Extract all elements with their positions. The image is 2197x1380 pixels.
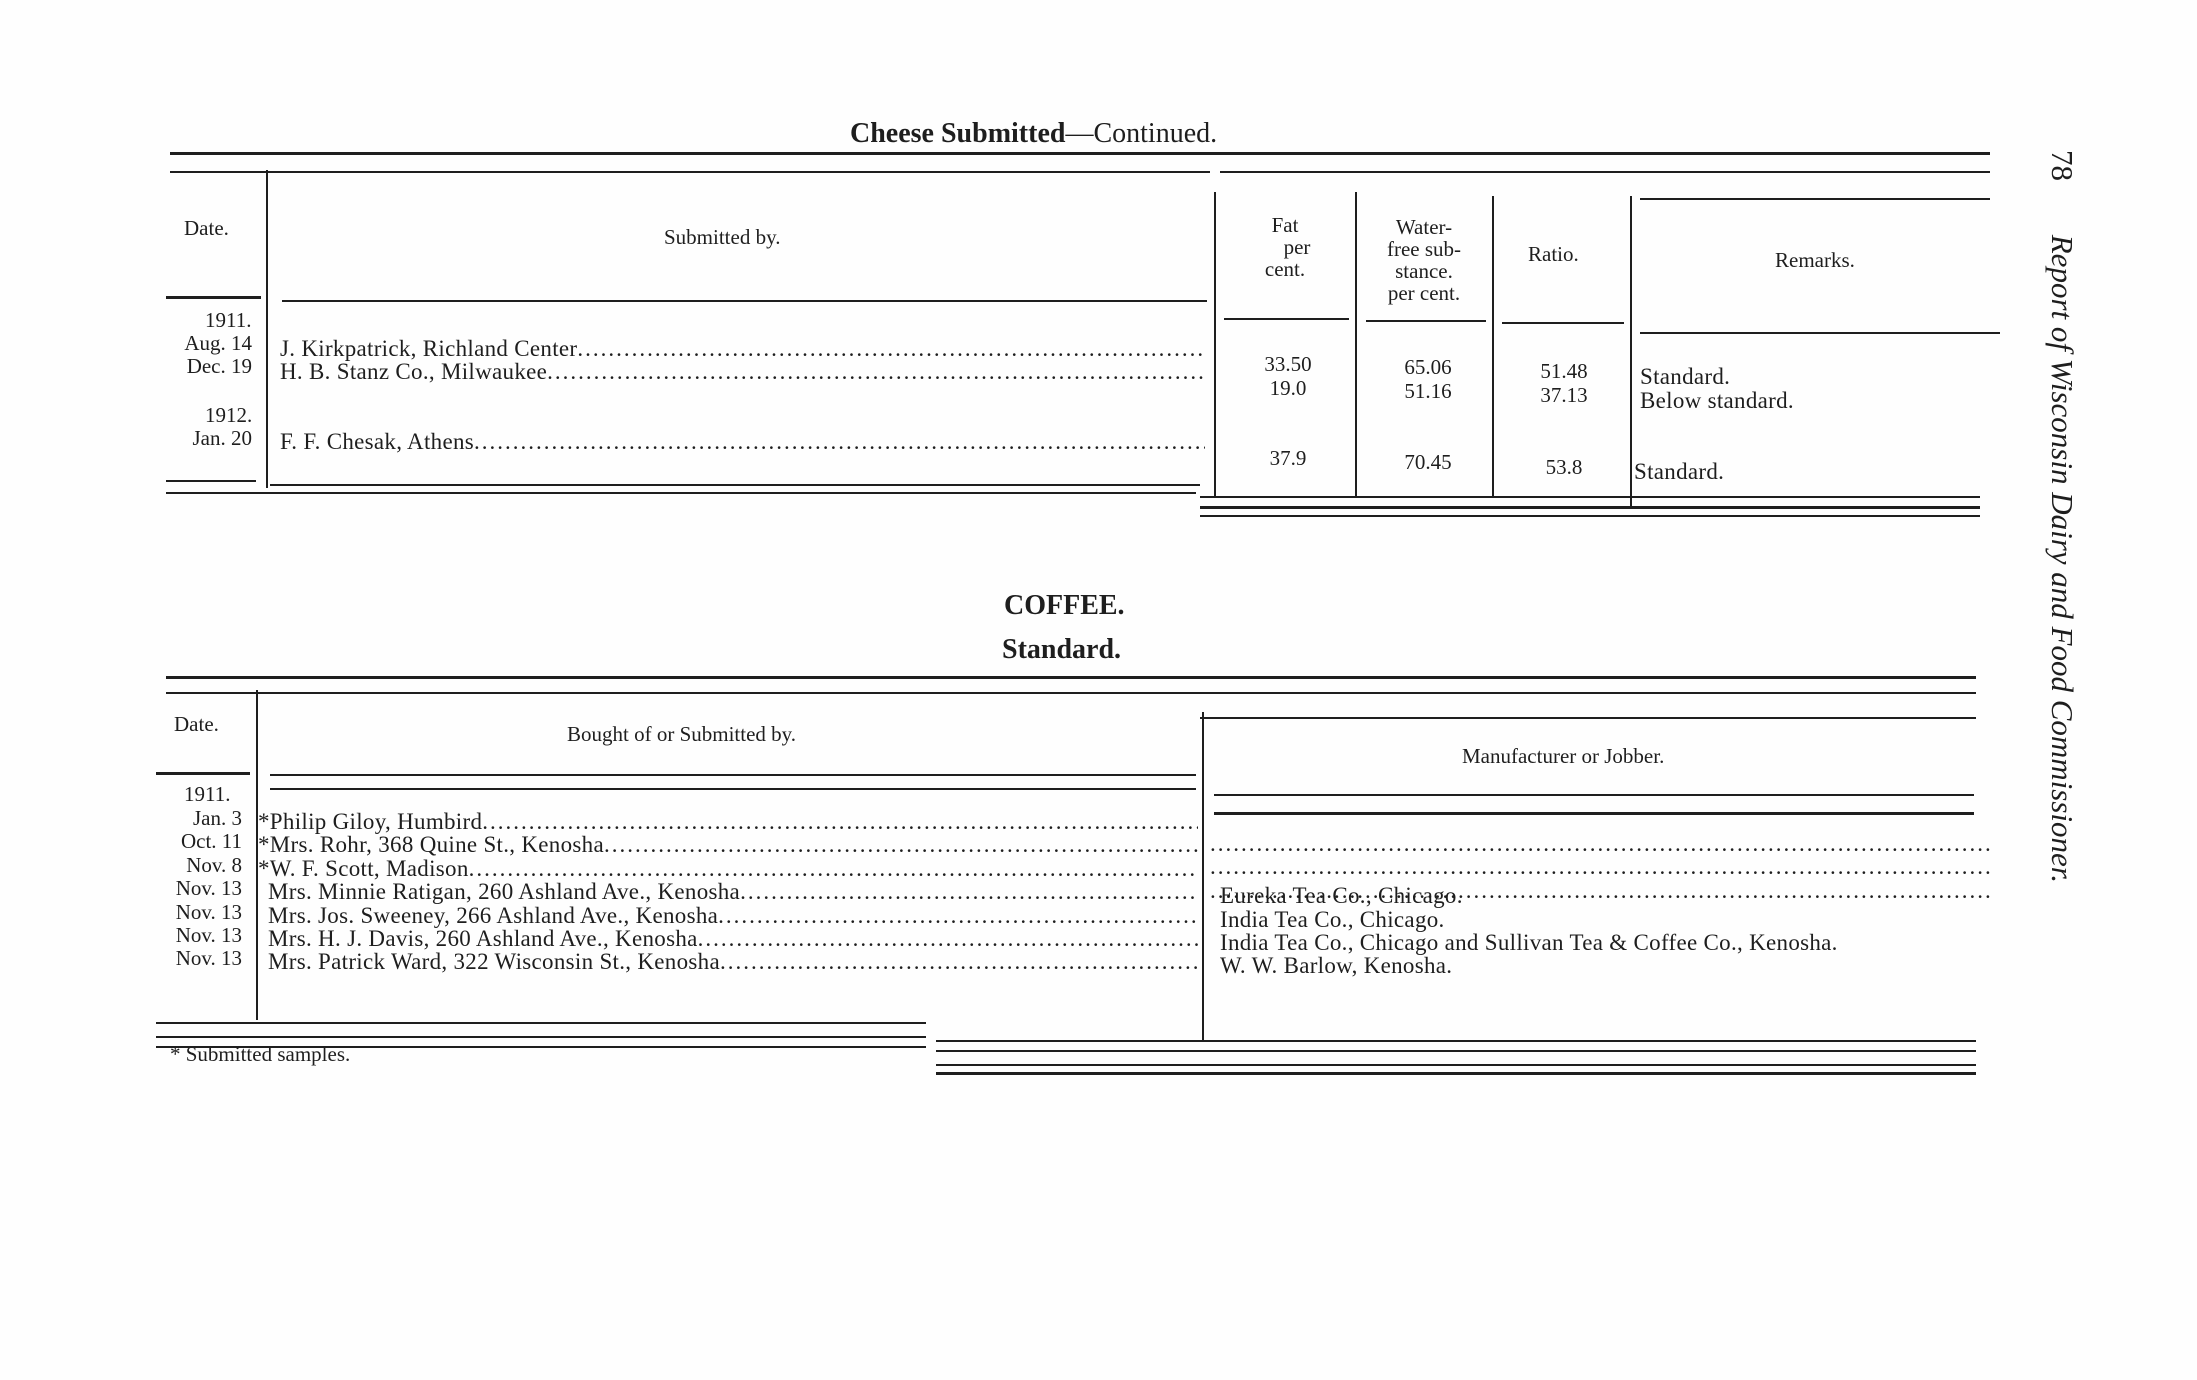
cheese-bottom-rule bbox=[166, 480, 256, 482]
leader-dots bbox=[1210, 832, 1992, 855]
coffee-name-text: Mrs. Jos. Sweeney, 266 Ashland Ave., Kenosha bbox=[268, 903, 719, 928]
leader-dots bbox=[740, 880, 1198, 903]
coffee-row-name bbox=[258, 857, 1198, 880]
cheese-bottom-rule bbox=[1200, 506, 1980, 509]
coffee-date: Nov. 13 bbox=[175, 900, 242, 924]
leader-dots bbox=[720, 950, 1198, 973]
cheese-date: Jan. 20 bbox=[192, 426, 252, 450]
cheese-header-remarks: Remarks. bbox=[1775, 248, 1855, 272]
cheese-water-free-value: 70.45 bbox=[1404, 450, 1452, 474]
coffee-name-text: *Mrs. Rohr, 368 Quine St., Kenosha bbox=[258, 832, 604, 857]
cheese-header-rule bbox=[282, 300, 1207, 302]
running-head-title: Report of Wisconsin Dairy and Food Commissioner. bbox=[2045, 234, 2080, 884]
page-number: 78 bbox=[2045, 150, 2080, 181]
cheese-header-rule bbox=[1366, 320, 1486, 322]
cheese-ratio-value: 53.8 bbox=[1545, 455, 1583, 479]
cheese-header-submitted-by: Submitted by. bbox=[664, 225, 781, 249]
cheese-header-water-free-line: free sub- bbox=[1386, 237, 1462, 261]
coffee-manufacturer: India Tea Co., Chicago and Sullivan Tea & Coffee Co., Kenosha. bbox=[1220, 930, 1838, 955]
coffee-subtitle: Standard. bbox=[1002, 634, 1122, 665]
coffee-header-bought-of: Bought of or Submitted by. bbox=[567, 722, 797, 746]
cheese-water-free-value: 51.16 bbox=[1404, 379, 1452, 403]
cheese-col-divider bbox=[1355, 192, 1357, 498]
coffee-top-rule bbox=[166, 676, 1976, 679]
cheese-header-water-free-line: stance. bbox=[1395, 259, 1453, 283]
coffee-manufacturer: India Tea Co., Chicago. bbox=[1220, 907, 1445, 932]
cheese-table-title bbox=[850, 120, 1217, 148]
coffee-bottom-rule bbox=[156, 1022, 926, 1024]
coffee-top-rule bbox=[1200, 717, 1976, 719]
cheese-fat-value: 19.0 bbox=[1269, 376, 1307, 400]
running-head bbox=[2040, 150, 2080, 1150]
cheese-col-divider bbox=[1630, 196, 1632, 506]
cheese-ratio-value: 51.48 bbox=[1540, 359, 1588, 383]
cheese-header-date: Date. bbox=[184, 216, 229, 240]
cheese-year: 1912. bbox=[205, 403, 253, 427]
coffee-manufacturer: Eureka Tea Co., Chicago. bbox=[1220, 883, 1463, 908]
coffee-manufacturer: W. W. Barlow, Kenosha. bbox=[1220, 953, 1453, 978]
coffee-header-date: Date. bbox=[174, 712, 219, 736]
cheese-col-divider bbox=[266, 170, 268, 488]
leader-dots bbox=[577, 337, 1205, 360]
cheese-row-name bbox=[280, 360, 1205, 383]
cheese-header-water-free bbox=[1362, 216, 1486, 304]
cheese-header-fat-line: Fat bbox=[1271, 213, 1299, 237]
cheese-col-divider bbox=[1214, 192, 1216, 498]
coffee-date: Nov. 13 bbox=[175, 876, 242, 900]
leader-dots bbox=[1210, 855, 1992, 878]
coffee-name-text: *Philip Giloy, Humbird bbox=[258, 809, 483, 834]
coffee-title: COFFEE. bbox=[1004, 590, 1125, 621]
coffee-row-name bbox=[268, 950, 1198, 973]
coffee-top-rule bbox=[166, 692, 1976, 694]
coffee-bottom-rule bbox=[156, 1036, 926, 1038]
cheese-header-water-free-line: per cent. bbox=[1387, 281, 1461, 305]
cheese-name-text: F. F. Chesak, Athens bbox=[280, 429, 474, 454]
coffee-name-text: Mrs. Minnie Ratigan, 260 Ashland Ave., Kenosha bbox=[268, 879, 741, 904]
coffee-date: Nov. 13 bbox=[175, 923, 242, 947]
leader-dots bbox=[474, 430, 1205, 453]
cheese-header-ratio: Ratio. bbox=[1528, 242, 1579, 266]
coffee-row-name bbox=[268, 927, 1198, 950]
leader-dots bbox=[604, 833, 1198, 856]
cheese-bottom-rule bbox=[270, 484, 1200, 486]
cheese-top-rule-2 bbox=[170, 171, 1210, 173]
cheese-header-rule bbox=[1224, 318, 1349, 320]
coffee-row-name bbox=[268, 880, 1198, 903]
coffee-header-rule bbox=[270, 788, 1196, 790]
cheese-col-divider bbox=[1492, 196, 1494, 498]
cheese-bottom-rule bbox=[1200, 515, 1980, 517]
cheese-date: Dec. 19 bbox=[186, 354, 252, 378]
cheese-remarks-value: Below standard. bbox=[1640, 388, 1794, 413]
cheese-header-fat-line: per bbox=[1283, 235, 1311, 259]
cheese-date: Aug. 14 bbox=[184, 331, 252, 355]
cheese-remarks-value: Standard. bbox=[1634, 459, 1725, 484]
footnote: * Submitted samples. bbox=[170, 1042, 351, 1066]
cheese-water-free-value: 65.06 bbox=[1404, 355, 1452, 379]
running-head-rotated bbox=[2044, 150, 2080, 883]
coffee-row-name bbox=[268, 904, 1198, 927]
cheese-row-name bbox=[280, 337, 1205, 360]
cheese-header-water-free-line: Water- bbox=[1395, 215, 1453, 239]
coffee-date: Oct. 11 bbox=[180, 829, 242, 853]
leader-dots bbox=[469, 857, 1198, 880]
cheese-row-name bbox=[280, 430, 1205, 453]
leader-dots bbox=[482, 810, 1198, 833]
cheese-year: 1911. bbox=[205, 308, 252, 332]
coffee-col-divider bbox=[1202, 712, 1204, 1042]
coffee-year: 1911. bbox=[184, 782, 231, 806]
coffee-bottom-rule bbox=[936, 1064, 1976, 1066]
coffee-name-text: Mrs. Patrick Ward, 322 Wisconsin St., Kenosha bbox=[268, 949, 720, 974]
cheese-top-rule bbox=[170, 152, 1990, 155]
cheese-remarks-value: Standard. bbox=[1640, 364, 1731, 389]
coffee-date: Nov. 13 bbox=[175, 946, 242, 970]
cheese-header-fat-line: cent. bbox=[1264, 257, 1306, 281]
coffee-bottom-rule bbox=[936, 1040, 1976, 1042]
cheese-name-text: H. B. Stanz Co., Milwaukee bbox=[280, 359, 548, 384]
cheese-fat-value: 33.50 bbox=[1264, 352, 1312, 376]
coffee-header-rule bbox=[270, 774, 1196, 776]
coffee-header-rule bbox=[1214, 794, 1974, 796]
cheese-bottom-rule bbox=[1200, 496, 1980, 498]
coffee-date: Jan. 3 bbox=[193, 806, 242, 830]
cheese-fat-value: 37.9 bbox=[1269, 446, 1307, 470]
coffee-header-rule bbox=[1214, 812, 1974, 815]
cheese-title-rest: —Continued. bbox=[1065, 118, 1218, 149]
leader-dots bbox=[547, 360, 1205, 383]
coffee-bottom-rule bbox=[936, 1072, 1976, 1075]
cheese-name-text: J. Kirkpatrick, Richland Center bbox=[280, 336, 578, 361]
cheese-bottom-rule bbox=[166, 492, 1196, 494]
coffee-header-rule bbox=[156, 772, 250, 775]
cheese-header-rule bbox=[166, 296, 261, 299]
cheese-header-fat bbox=[1230, 214, 1340, 280]
cheese-header-rule bbox=[1640, 332, 2000, 334]
cheese-ratio-value: 37.13 bbox=[1540, 383, 1588, 407]
coffee-bottom-rule bbox=[936, 1050, 1976, 1052]
cheese-top-rule-4 bbox=[1640, 198, 1990, 200]
leader-dots bbox=[718, 904, 1198, 927]
cheese-header-rule bbox=[1502, 322, 1624, 324]
leader-dots bbox=[698, 927, 1198, 950]
coffee-header-manufacturer: Manufacturer or Jobber. bbox=[1462, 744, 1665, 768]
cheese-title-bold: Cheese Submitted bbox=[850, 118, 1066, 149]
coffee-date: Nov. 8 bbox=[186, 853, 242, 877]
coffee-row-name bbox=[258, 810, 1198, 833]
cheese-top-rule-3 bbox=[1220, 171, 1990, 173]
coffee-row-name bbox=[258, 833, 1198, 856]
coffee-name-text: *W. F. Scott, Madison bbox=[258, 856, 469, 881]
coffee-name-text: Mrs. H. J. Davis, 260 Ashland Ave., Kenosha bbox=[268, 926, 698, 951]
